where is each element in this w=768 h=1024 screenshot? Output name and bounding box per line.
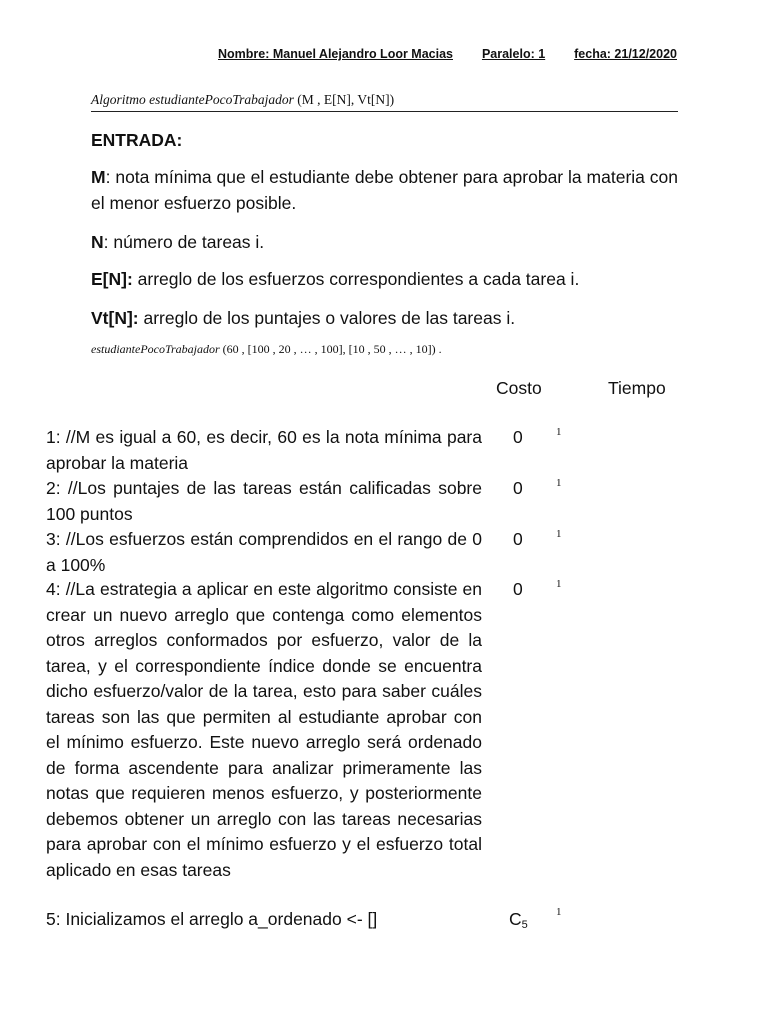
column-costo: Costo: [496, 378, 542, 398]
column-tiempo: Tiempo: [608, 378, 666, 398]
algorithm-call: [91, 342, 521, 357]
entrada-heading: ENTRADA:: [91, 130, 183, 150]
step-1-time: 1: [556, 426, 562, 438]
step-2-text: 2: //Los puntajes de las tareas están calificadas sobre 100 puntos: [46, 478, 482, 524]
step-4-cost: 0: [513, 579, 523, 599]
entry-label: E[N]:: [91, 269, 133, 289]
algorithm-name: Algoritmo estudiantePocoTrabajador: [91, 92, 294, 107]
call-name: estudiantePocoTrabajador: [91, 342, 220, 356]
step-4-text: 4: //La estrategia a aplicar en este algoritmo consiste en crear un nuevo arreglo que contenga como elementos otros arreglos conformados por esfuerzo, valor de la tarea, y el correspondiente índice donde se encuentra dicho esfuerzo/valor de la tarea, esto para saber cuáles tareas son las que permiten al estudiante aprobar con el mínimo esfuerzo. Este nuevo arreglo será ordenado de forma ascendente para analizar primeramente las notas que requieren menos esfuerzo, y posteriormente debemos obtener un arreglo con las tareas necesarias para aprobar con el mínimo esfuerzo y el esfuerzo total aplicado en esas tareas: [46, 579, 482, 880]
step-5-text: 5: Inicializamos el arreglo a_ordenado <- []: [46, 909, 378, 929]
student-name: Nombre: Manuel Alejandro Loor Macias: [218, 47, 453, 61]
entry-text: : número de tareas i.: [103, 232, 265, 252]
step-2-cost: 0: [513, 478, 523, 498]
step-3-text: 3: //Los esfuerzos están comprendidos en el rango de 0 a 100%: [46, 529, 482, 575]
step-1-text: 1: //M es igual a 60, es decir, 60 es la nota mínima para aprobar la materia: [46, 427, 482, 473]
step-3-cost: 0: [513, 529, 523, 549]
entry-text: arreglo de los esfuerzos correspondientes a cada tarea i.: [132, 269, 580, 289]
fecha: fecha: 21/12/2020: [574, 47, 677, 61]
entry-label: Vt[N]:: [91, 308, 139, 328]
call-args: (60 , [100 , 20 , … , 100], [10 , 50 , … , 10]) .: [222, 342, 442, 356]
step-3-time: 1: [556, 528, 562, 540]
step-1-cost: 0: [513, 427, 523, 447]
entry-text: : nota mínima que el estudiante debe obtener para aprobar la materia con el menor esfuerzo posible.: [91, 167, 678, 213]
entry-vt: [91, 305, 678, 331]
entry-n: [91, 229, 678, 255]
paralelo: Paralelo: 1: [481, 47, 546, 61]
algorithm-signature: [91, 92, 678, 112]
header: [218, 47, 677, 61]
algorithm-params: (M , E[N], Vt[N]): [297, 92, 395, 107]
step-5-time: 1: [556, 906, 562, 918]
entry-m: [91, 164, 678, 216]
entry-text: arreglo de los puntajes o valores de las tareas i.: [138, 308, 516, 328]
entry-label: M: [91, 167, 106, 187]
step-2-time: 1: [556, 477, 562, 489]
step-5-cost: $C_5$: [509, 909, 528, 931]
entry-label: N: [91, 232, 104, 252]
step-4-time: 1: [556, 578, 562, 590]
entry-e: [91, 266, 678, 292]
